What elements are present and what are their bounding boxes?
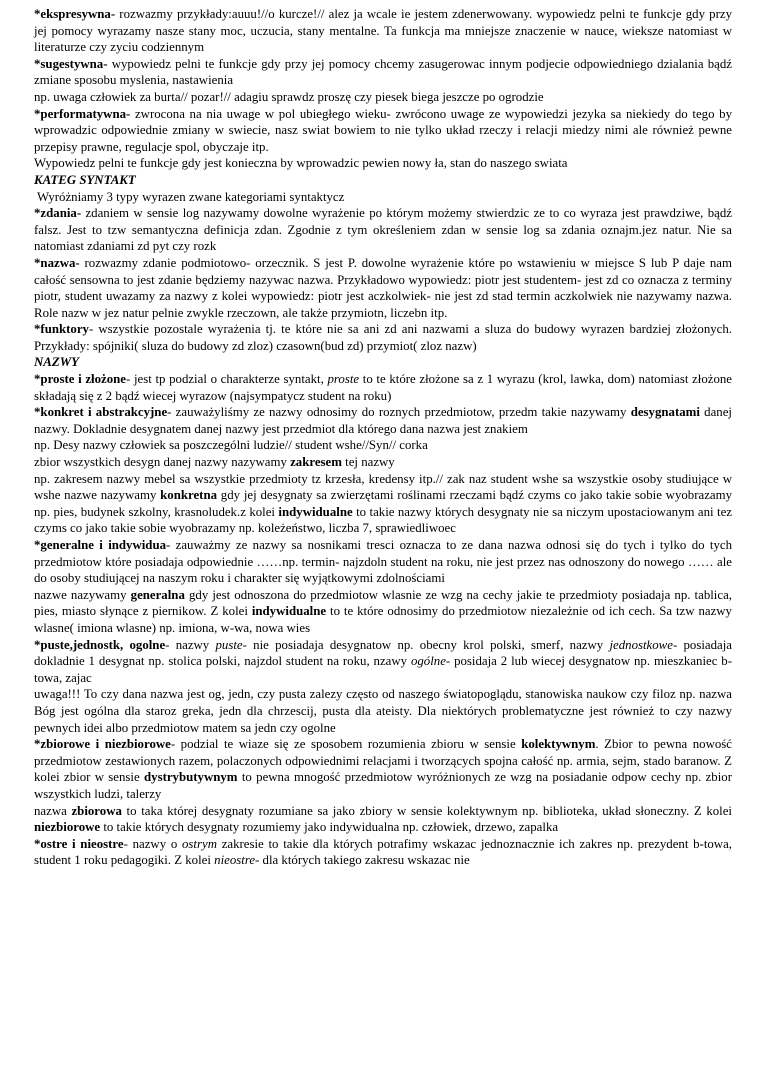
paragraph-puste-jednostkowe-ogolne: *puste,jednostk, ogolne- nazwy puste- nie posiadaja desygnatow np. obecny krol polski, smerf, nazwy jednostkowe- posiadaja dokladnie 1 desygnat np. stolica polski, najzdol student na roku, nzawy ogólne- posidaja 2 lub wiecej desygnatow np. mieszkaniec b-towa, zajac [34, 637, 732, 685]
term-generalne-indywidualne: *generalne i indywidua [34, 538, 167, 552]
paragraph-generalne-indywidualne: *generalne i indywidua- zauważmy ze nazwy sa nosnikami tresci oznacza to ze dana nazwa odnosi się do tych i tylko do tych przedmiotow które posiadaja odpowiednie ……np. termin- najzdoln student na roku, nie jest przez nas odnoszony do nowego …… ale do osoby studiującej na naszym roku i charakter się wyjątkowymi zdolnościami [34, 538, 732, 586]
paragraph-generalna-definition: nazwe nazywamy generalna gdy jest odnoszona do przedmiotow wlasnie ze wzg na cechy jakie te przedmioty posiadaja np. tablica, pies, miasto słynące z piernikow. Z kolei indywidualne to te które odnosimy do przedmiotow niezależnie od ich cech. Sa tzw nazwy wlasne( imiona wlasne) np. imiona, w-wa, nowa wies [34, 587, 732, 635]
term-nazwa: *nazwa- [34, 255, 80, 270]
term-sugestywna: *sugestywna- [34, 56, 108, 71]
paragraph-zbiorowa-definition: nazwa zbiorowa to taka której desygnaty rozumiane sa jako zbiory w sensie kolektywnym np. biblioteka, układ słoneczny. Z kolei niezbiorowe to takie których desygnaty rozumiemy jako indywidualna np. człowiek, drzewo, zapalka [34, 803, 732, 835]
paragraph-performatywna-note: Wypowiedz pelni te funkcje gdy jest konieczna by wprowadzic pewien nowy ła, stan do naszego swiata [34, 156, 568, 171]
term-zdania: *zdania- [34, 206, 82, 221]
paragraph-zbiorowe-niezbiorowe: *zbiorowe i niezbiorowe- podzial te wiaze się ze sposobem rozumienia zbioru w sensie kolektywnym. Zbior to pewna nowość przedmiotow zestawionych razem, polaczonych odpowiednimi relacjami i tworzących spojna całość np. armia, sejm, stado baranow. Z kolei zbior w sensie dystrybutywnym to pewna mnogość przedmiotow wyróżnionych ze wzg na posiadanie odpow cechy np. zbior wszystkich ludzi, talerzy [34, 737, 732, 801]
term-performatywna: *performatywna- [34, 106, 131, 121]
paragraph-funktory: *funktory- wszystkie pozostale wyrażenia tj. te które nie sa ani zd ani nazwami a sluza do budowy wyrazen bardziej złożonych. Przykłady: spójniki( sluza do budowy zd zloz) czasown(bud zd) przymiot( zloz nazw) [34, 322, 732, 353]
paragraph-sugestywna-example: np. uwaga człowiek za burta// pozar!// adagiu sprawdz proszę czy piesek biega jeszcze po ogrodzie [34, 89, 544, 104]
paragraph-zakres: zbior wszystkich desygn danej nazwy nazywamy zakresem tej nazwy [34, 455, 395, 470]
paragraph-zdania: *zdania- zdaniem w sensie log nazywamy dowolne wyrażenie po którym możemy stwierdzic ze to co wyraza jest prawdziwe, bądź falsz. Jest to tzw semantyczna definicja zdan. Zgodnie z tym określeniem zdan w sensie log sa zdania oznajm.jez natur. Nie sa natomiast zdaniami zd pyt czy rozk [34, 206, 732, 254]
paragraph-ekspresywna: *ekspresywna- rozwazmy przykłady:auuu!//o kurcze!// alez ja wcale ie jestem zdenerwowany. wypowiedz pelni te funkcje gdy przy jej pomocy wyrazamy nasze stany moc, uczucia, stany mentalne. Ta funkcja ma mniejsze znaczenie w nauce, wieksze natomiast w literaturze czy zyciu codziennym [34, 7, 732, 55]
paragraph-konkret-abstrakcyjne: *konkret i abstrakcyjne- zauważyliśmy ze nazwy odnosimy do roznych przedmiotow, przedm takie nazywamy desygnatami danej nazwy. Dokladnie desygnatem danej nazwy jest przedmiot dla którego dana nazwa jest znakiem [34, 405, 732, 436]
paragraph-uwaga: uwaga!!! To czy dana nazwa jest og, jedn, czy pusta zalezy często od naszego światopoglądu, stanowiska naukow czy filoz np. nazwa Bóg jest ogólna dla staroz greka, jedn dla chrzescij, pusta dla ateisty. Dla niektórych problematyczne jest również to czy nazwy pewnych idei albo przedmiotow matem sa jedn czy ogolne [34, 687, 732, 735]
paragraph-ostre-nieostre: *ostre i nieostre- nazwy o ostrym zakresie to takie dla których potrafimy wskazac jednoznacznie ich zakres np. prezydent b-towa, student 1 roku pedagogiki. Z kolei nieostre- dla których takiego zakresu wskazac nie [34, 836, 732, 868]
term-ekspresywna: *ekspresywna- [34, 7, 116, 21]
heading-kateg-syntakt: KATEG SYNTAKT [34, 172, 136, 187]
paragraph-performatywna: *performatywna- zwrocona na nia uwage w pol ubiegłego wieku- zwrócono uwage ze wypowiedzi jezyka sa niekiedy do tego by wprowadzic odpowiednie zmiany w swiecie, nasz swiat bowiem to nie tylko układ rzeczy i relacji miedzy nimi ale również pewne przepisy prawne, regulacje spol, obyczaje itp. [34, 106, 732, 154]
paragraph-kategorie-intro: Wyróżniamy 3 typy wyrazen zwane kategoriami syntaktycz [34, 189, 345, 204]
paragraph-zakres-example: np. zakresem nazwy mebel sa wszystkie przedmioty tz krzesła, kredensy itp.// zak naz student wshe sa wszystkie osoby studiujące w wshe nazwe nazywamy konkretna gdy jej desygnaty sa zwierzętami roślinami rzeczami bądź czyms co jako takie sobie wyobrazamy np. pies, budynek szkolny, krasnoludek.z kolei indywidualne to takie nazwy których desygnaty nie sa niczym upostaciowanym ani tez czyms co jako takie sobie wyobrazamy np. koleżeństwo, liczba 7, sprawiedliwoec [34, 471, 733, 536]
paragraph-desygnaty-example: np. Desy nazwy człowiek sa poszczególni ludzie// student wshe//Syn// corka [34, 438, 428, 453]
term-puste-jednostkowe-ogolne: *puste,jednostk, ogolne [34, 637, 166, 652]
paragraph-sugestywna: *sugestywna- wypowiedz pelni te funkcje gdy przy jej pomocy chcemy zasugerowac innym podjecie odpowiedniego dzialania bądź zmiane sposobu myslenia, nastawienia [34, 56, 732, 88]
paragraph-nazwa: *nazwa- rozwazmy zdanie podmiotowo- orzecznik. S jest P. dowolne wyrażenie które po wstawieniu w miejsce S lub P daje nam całość sensowna to jest zdanie będziemy nazywac nazwa. Przykładowo wypowiedz: piotr jest studentem- jest zd co oznacza z terminy piotr, student uwazamy za nazwy z kolei wypowiedz: piotr jest aczkolwiek- nie jest zd stad termin aczkolwiek nie nazywamy nazwa. Role nazw w jez natur pelnie zwykle rzeczown, ale także przymiotn, liczebn itp. [34, 255, 732, 320]
term-zbiorowe-niezbiorowe: *zbiorowe i niezbiorowe [34, 737, 171, 752]
term-funktory: *funktory [34, 322, 89, 337]
term-konkret-abstrakcyjne: *konkret i abstrakcyjne [34, 405, 168, 420]
heading-nazwy: NAZWY [34, 355, 79, 370]
term-proste-zlozone: *proste i złożone [34, 372, 126, 387]
term-ostre-nieostre: *ostre i nieostre [34, 836, 124, 851]
paragraph-proste-zlozone: *proste i złożone- jest tp podzial o charakterze syntakt, proste to te które złożone sa z 1 wyrazu (krol, lawka, dom) natomiast złożone składają się z 2 bądź wiecej wyrazow (najsympatycz student na roku) [34, 372, 732, 403]
